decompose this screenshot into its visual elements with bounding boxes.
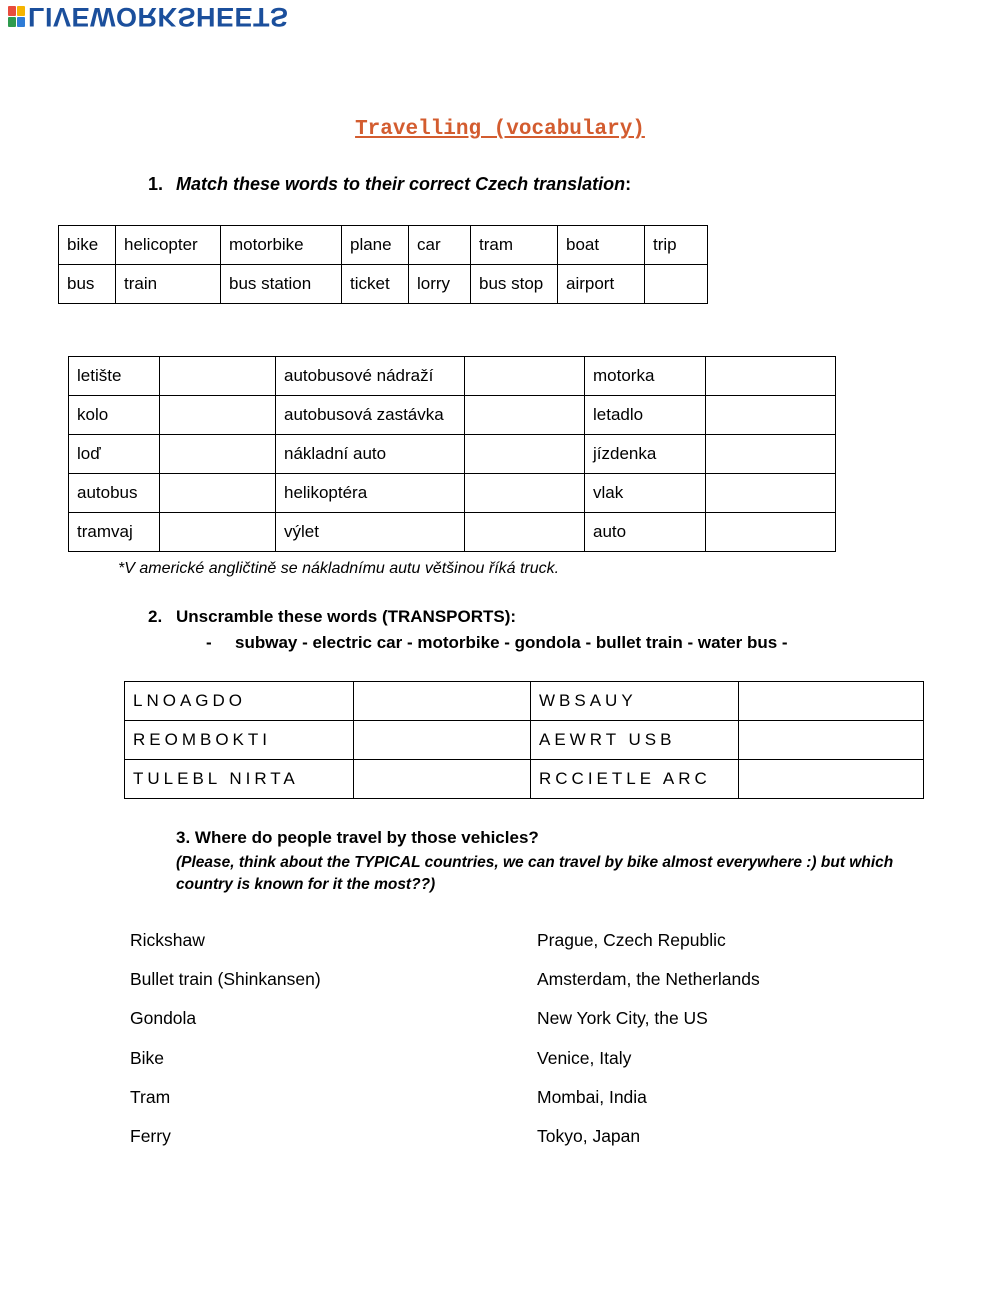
- answer-cell[interactable]: [465, 396, 585, 435]
- answer-cell[interactable]: [160, 435, 276, 474]
- table-row: [69, 396, 836, 435]
- answer-cell[interactable]: [739, 721, 924, 760]
- word-bank-dash: -: [206, 633, 212, 652]
- answer-cell[interactable]: [465, 435, 585, 474]
- empty-cell: [645, 265, 708, 304]
- answer-cell[interactable]: [706, 474, 836, 513]
- question-1-suffix: :: [625, 174, 632, 194]
- answer-cell[interactable]: [706, 435, 836, 474]
- answer-cell[interactable]: [160, 357, 276, 396]
- question-2: [148, 607, 516, 627]
- question-3-note: (Please, think about the TYPICAL countries, we can travel by bike almost everywhere :) but which country is known for it the most??): [176, 854, 894, 893]
- answer-cell[interactable]: [706, 357, 836, 396]
- vehicle-item[interactable]: Bike: [130, 1047, 165, 1068]
- place-item[interactable]: Venice, Italy: [537, 1047, 632, 1068]
- table-cell: ticket: [342, 265, 409, 304]
- word-bank-text: subway - electric car - motorbike - gondola - bullet train - water bus -: [235, 633, 788, 652]
- table-row: [69, 513, 836, 552]
- table-cell: airport: [558, 265, 645, 304]
- question-2-number: 2.: [148, 607, 163, 626]
- table-cell: bus station: [221, 265, 342, 304]
- question-1-text: Match these words to their correct Czech translation: [176, 174, 626, 194]
- table-cell: plane: [342, 226, 409, 265]
- place-item[interactable]: New York City, the US: [537, 1008, 708, 1029]
- czech-word: loď: [69, 435, 160, 474]
- czech-word: autobusová zastávka: [276, 396, 465, 435]
- vehicle-item[interactable]: Gondola: [130, 1008, 197, 1029]
- table-cell: trip: [645, 226, 708, 265]
- answer-cell[interactable]: [706, 396, 836, 435]
- czech-translation-table: [68, 356, 836, 552]
- czech-word: kolo: [69, 396, 160, 435]
- place-item[interactable]: Amsterdam, the Netherlands: [537, 969, 760, 990]
- question-3: 3. Where do people travel by those vehicles?: [176, 828, 539, 847]
- answer-cell[interactable]: [354, 682, 531, 721]
- logo-blocks-icon: [8, 6, 26, 28]
- czech-word: nákladní auto: [276, 435, 465, 474]
- answer-cell[interactable]: [465, 474, 585, 513]
- table-row: [69, 435, 836, 474]
- question-2-text: Unscramble these words (TRANSPORTS):: [176, 607, 517, 626]
- liveworksheets-logo: [8, 4, 289, 30]
- vehicles-list: [130, 930, 321, 1165]
- vehicle-item[interactable]: Ferry: [130, 1125, 171, 1146]
- czech-word: jízdenka: [585, 435, 706, 474]
- czech-word: autobus: [69, 474, 160, 513]
- place-item[interactable]: Mombai, India: [537, 1086, 647, 1107]
- answer-cell[interactable]: [465, 513, 585, 552]
- scrambled-word: RCCIETLE ARC: [531, 760, 739, 799]
- answer-cell[interactable]: [465, 357, 585, 396]
- vehicle-item[interactable]: Bullet train (Shinkansen): [130, 969, 321, 990]
- table-cell: train: [116, 265, 221, 304]
- scrambled-word: LNOAGDO: [125, 682, 354, 721]
- table-row: [125, 682, 924, 721]
- czech-word: letište: [69, 357, 160, 396]
- table-row: [125, 721, 924, 760]
- places-list: [537, 930, 760, 1165]
- answer-cell[interactable]: [160, 396, 276, 435]
- table-row: [69, 474, 836, 513]
- czech-word: vlak: [585, 474, 706, 513]
- answer-cell[interactable]: [739, 760, 924, 799]
- answer-cell[interactable]: [160, 513, 276, 552]
- czech-word: tramvaj: [69, 513, 160, 552]
- table-cell: helicopter: [116, 226, 221, 265]
- answer-cell[interactable]: [354, 721, 531, 760]
- table-cell: tram: [471, 226, 558, 265]
- czech-word: helikoptéra: [276, 474, 465, 513]
- scrambled-words-table: [124, 681, 924, 799]
- answer-cell[interactable]: [706, 513, 836, 552]
- place-item[interactable]: Prague, Czech Republic: [537, 930, 726, 950]
- scrambled-word: TULEBL NIRTA: [125, 760, 354, 799]
- czech-word: auto: [585, 513, 706, 552]
- table-cell: car: [409, 226, 471, 265]
- czech-word: autobusové nádraží: [276, 357, 465, 396]
- czech-word: motorka: [585, 357, 706, 396]
- czech-word: letadlo: [585, 396, 706, 435]
- table-cell: boat: [558, 226, 645, 265]
- vehicle-item[interactable]: Tram: [130, 1086, 171, 1107]
- table-cell: bus: [59, 265, 116, 304]
- czech-word: výlet: [276, 513, 465, 552]
- scrambled-word: WBSAUY: [531, 682, 739, 721]
- answer-cell[interactable]: [354, 760, 531, 799]
- word-bank: [206, 633, 788, 653]
- page-title: Travelling (vocabulary): [355, 118, 645, 141]
- logo-text: LIVEWORKSHEETS: [28, 2, 289, 32]
- table-cell: lorry: [409, 265, 471, 304]
- vehicle-item[interactable]: Rickshaw: [130, 930, 205, 950]
- answer-cell[interactable]: [739, 682, 924, 721]
- table-row: [125, 760, 924, 799]
- scrambled-word: AEWRT USB: [531, 721, 739, 760]
- english-words-table: [58, 225, 708, 304]
- table-cell: bus stop: [471, 265, 558, 304]
- question-1-number: 1.: [148, 174, 164, 194]
- scrambled-word: REOMBOKTI: [125, 721, 354, 760]
- table-row: [69, 357, 836, 396]
- answer-cell[interactable]: [160, 474, 276, 513]
- table-row: [59, 226, 708, 265]
- table-row: [59, 265, 708, 304]
- place-item[interactable]: Tokyo, Japan: [537, 1125, 641, 1146]
- table-cell: motorbike: [221, 226, 342, 265]
- question-1: [148, 174, 631, 195]
- table-cell: bike: [59, 226, 116, 265]
- truck-note: *V americké angličtině se nákladnímu autu většinou říká truck.: [118, 560, 560, 577]
